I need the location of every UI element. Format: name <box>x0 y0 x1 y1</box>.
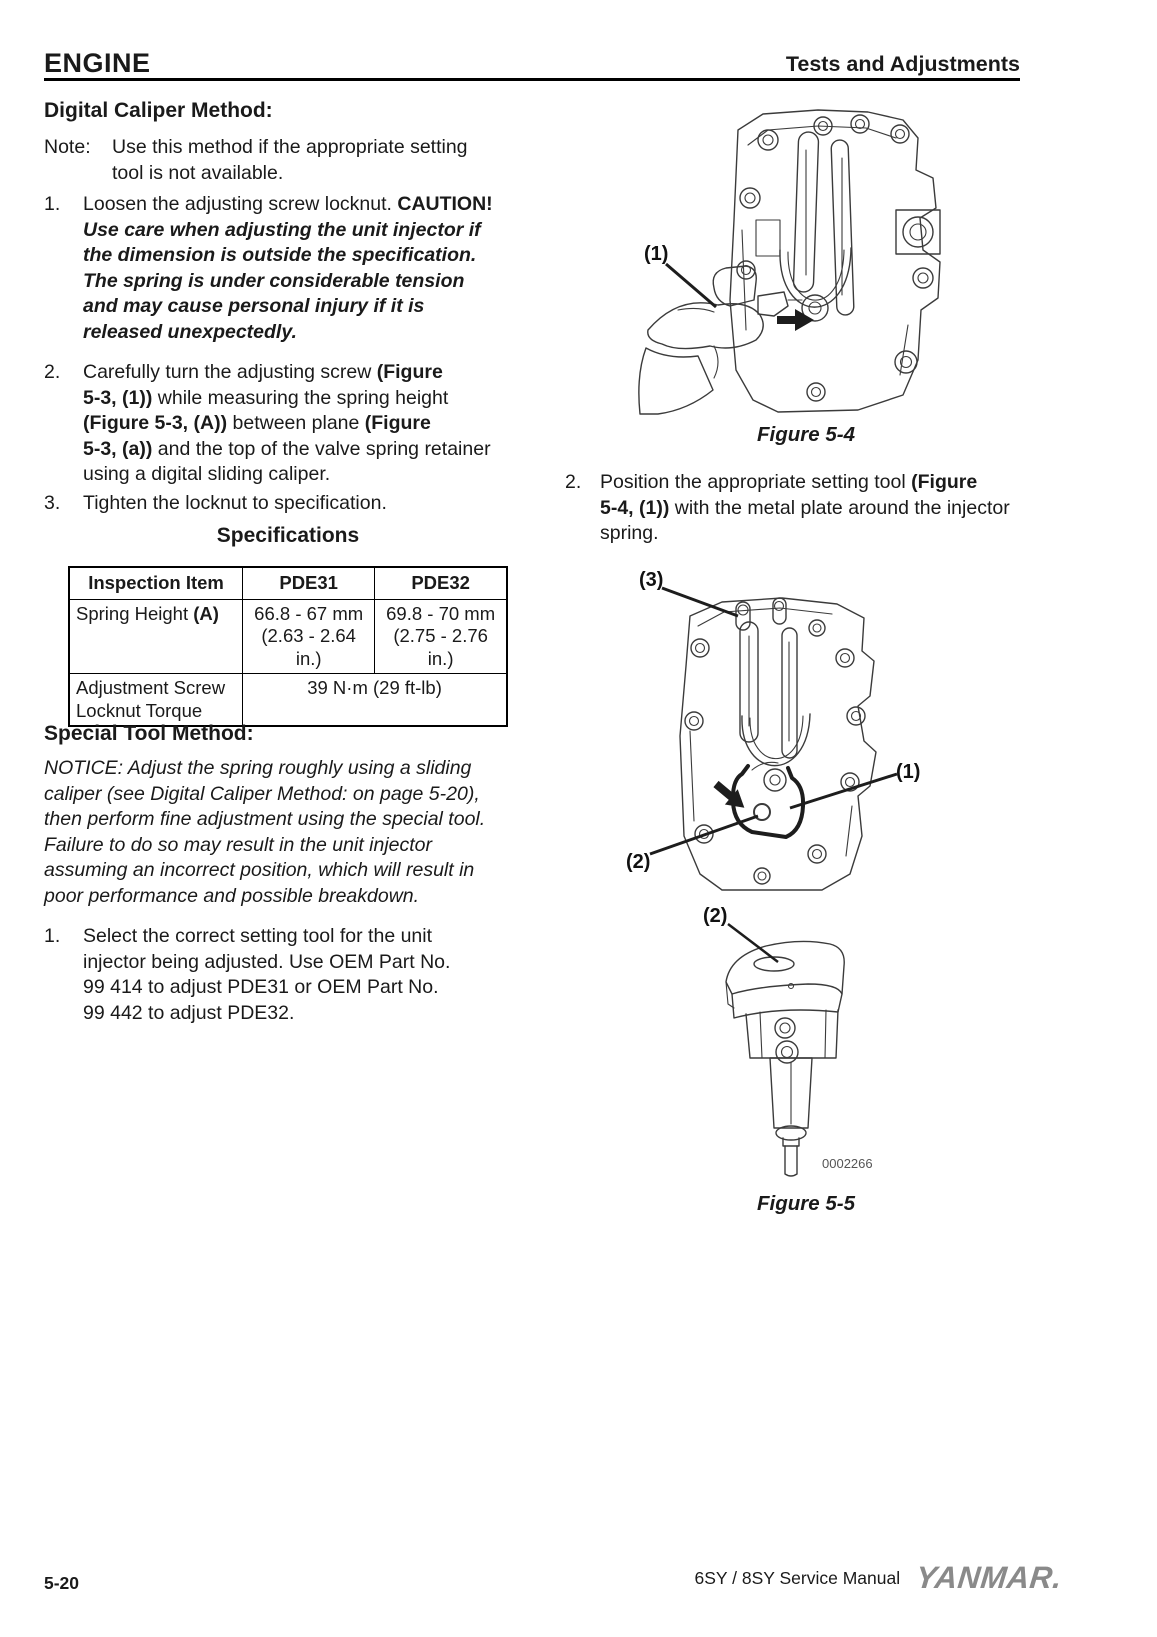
hand-holding-tool <box>639 266 802 414</box>
text-segment: tool is not available. <box>112 161 284 184</box>
text-segment: (Figure 5-3, (A)) <box>83 412 233 434</box>
text-segment: (Figure <box>364 412 431 434</box>
text-segment: caliper (see Digital Caliper Method: on page 5-20), <box>44 782 480 805</box>
figure-callout-3: (3) <box>639 569 664 591</box>
table-row-locknut-torque <box>69 674 507 727</box>
page-title: ENGINE <box>44 48 151 78</box>
step-item <box>565 470 1045 547</box>
direction-arrow-icon <box>710 776 751 815</box>
text-segment: Use this method if the appropriate setting <box>112 136 468 158</box>
header-rule <box>44 78 1020 81</box>
note-text <box>112 135 504 186</box>
text-segment: Tighten the locknut to specification. <box>83 492 387 514</box>
table-header-row <box>69 567 507 599</box>
note-label: Note: <box>44 136 91 158</box>
figure-callout-1: (1) <box>896 761 921 783</box>
rocker-arms <box>740 622 797 758</box>
text-segment: assuming an incorrect position, which will result in <box>44 859 475 881</box>
text-segment: released unexpectedly. <box>83 320 297 343</box>
specifications-table <box>68 566 508 727</box>
text-segment: while measuring the spring height <box>157 386 449 409</box>
text-segment: then perform fine adjustment using the special tool. <box>44 808 486 830</box>
yanmar-logo: YANMAR. <box>914 1560 1064 1595</box>
table-row-spring-height <box>69 599 507 674</box>
text-segment: Position the appropriate setting tool <box>600 471 912 493</box>
header-section-title: Tests and Adjustments <box>785 52 1020 76</box>
label-line: Adjustment Screw <box>76 677 226 698</box>
text-segment: (Figure <box>911 471 978 493</box>
step-item <box>44 924 513 1026</box>
figure-5-5-engine-illustration <box>612 556 947 894</box>
step-number: 2. <box>565 471 582 493</box>
table-header-pde32: PDE32 <box>375 567 507 599</box>
cell-text: Spring Height <box>76 602 194 624</box>
cell-text-bold: (A) <box>193 602 219 624</box>
figure-5-5-caption: Figure 5-5 <box>757 1192 855 1215</box>
setting-tool-outline <box>733 762 803 837</box>
text-segment: Failure to do so may result in the unit injector <box>44 833 433 856</box>
value-line: (2.75 - 2.76 in.) <box>393 625 488 669</box>
footer-page-number: 5-20 <box>44 1573 80 1593</box>
direction-arrow-icon <box>777 309 814 331</box>
text-segment: Use care when adjusting the unit injector if <box>83 218 481 241</box>
cell-pde31-value <box>243 599 375 674</box>
text-segment: Select the correct setting tool for the unit <box>83 925 433 947</box>
text-segment: 5-3, (a)) <box>83 437 158 460</box>
step-number: 1. <box>44 193 61 215</box>
injector-spring <box>742 714 810 791</box>
step-text <box>600 470 1045 547</box>
figure-callout-2-tool: (2) <box>703 905 728 927</box>
text-segment: and may cause personal injury if it is <box>83 295 425 317</box>
footer-manual-name: 6SY / 8SY Service Manual <box>694 1567 901 1588</box>
footer-right-group <box>695 1560 1062 1596</box>
text-segment: NOTICE: Adjust the spring roughly using a sliding <box>44 757 472 779</box>
bolt-heads <box>685 620 865 884</box>
injector-spring <box>780 248 851 321</box>
step-text <box>83 360 543 488</box>
engine-inner-contour <box>690 608 852 856</box>
text-segment: Loosen the adjusting screw locknut. <box>83 193 398 215</box>
callout-leader-line <box>650 816 758 854</box>
callout-leader-line <box>666 264 716 307</box>
cell-torque-value: 39 N·m (29 ft-lb) <box>243 674 507 727</box>
step-item <box>44 491 543 517</box>
text-segment: Carefully turn the adjusting screw <box>83 361 377 383</box>
cell-spring-height-label <box>69 599 243 674</box>
image-code: 0002266 <box>822 1156 873 1171</box>
engine-inner-contour <box>742 126 908 375</box>
figure-callout-2: (2) <box>626 851 651 873</box>
text-segment: 5-4, (1)) <box>600 496 675 519</box>
text-segment: between plane <box>232 412 365 434</box>
value-line: 69.8 - 70 mm <box>386 602 496 624</box>
text-segment: The spring is under considerable tension <box>83 269 465 292</box>
text-segment: 99 414 to adjust PDE31 or OEM Part No. <box>83 976 439 998</box>
callout-leader-line <box>728 924 778 962</box>
step-number: 2. <box>44 361 61 383</box>
step-number: 1. <box>44 925 61 947</box>
specifications-heading: Specifications <box>216 524 360 547</box>
text-segment: CAUTION! <box>397 193 493 215</box>
figure-5-5-tool-illustration <box>688 890 978 1186</box>
figure-5-4-caption: Figure 5-4 <box>757 423 855 446</box>
side-plate <box>896 210 940 254</box>
table-header-pde31: PDE31 <box>243 567 375 599</box>
tool-body <box>746 1010 838 1063</box>
text-segment: spring. <box>600 522 659 544</box>
step-text <box>83 192 543 345</box>
text-segment: 5-3, (1)) <box>83 386 158 409</box>
text-segment: (Figure <box>376 361 443 383</box>
step-item <box>44 360 543 488</box>
figure-callout-1: (1) <box>644 243 669 265</box>
step-text <box>83 491 543 517</box>
tool-saddle-plate <box>726 941 844 1018</box>
notice-paragraph <box>44 756 544 909</box>
note-block <box>44 135 514 186</box>
tool-stem <box>770 1058 812 1176</box>
section-title-digital-caliper: Digital Caliper Method: <box>44 99 273 122</box>
table-header-inspection-item: Inspection Item <box>69 567 243 599</box>
value-line: 66.8 - 67 mm <box>254 602 364 624</box>
bracket-detail <box>756 220 780 256</box>
top-studs <box>736 598 786 630</box>
step-text <box>83 924 513 1026</box>
step-number: 3. <box>44 492 61 514</box>
engine-body-outline <box>680 598 876 890</box>
text-segment: 99 442 to adjust PDE32. <box>83 1001 295 1024</box>
callout-leader-line <box>790 774 897 808</box>
label-line: Locknut Torque <box>76 699 203 721</box>
section-title-special-tool: Special Tool Method: <box>44 722 254 745</box>
value-line: (2.63 - 2.64 in.) <box>261 625 356 669</box>
text-segment: injector being adjusted. Use OEM Part No. <box>83 950 451 973</box>
text-segment: and the top of the valve spring retainer <box>157 437 491 460</box>
figure-5-4-illustration <box>618 100 1083 420</box>
cell-locknut-torque-label <box>69 674 243 727</box>
step-item <box>44 192 543 345</box>
rocker-arms <box>793 132 854 316</box>
text-segment: the dimension is outside the specification. <box>83 244 477 266</box>
text-segment: with the metal plate around the injector <box>674 496 1010 519</box>
text-segment: poor performance and possible breakdown. <box>44 884 420 907</box>
cell-pde32-value <box>375 599 507 674</box>
text-segment: using a digital sliding caliper. <box>83 463 331 485</box>
